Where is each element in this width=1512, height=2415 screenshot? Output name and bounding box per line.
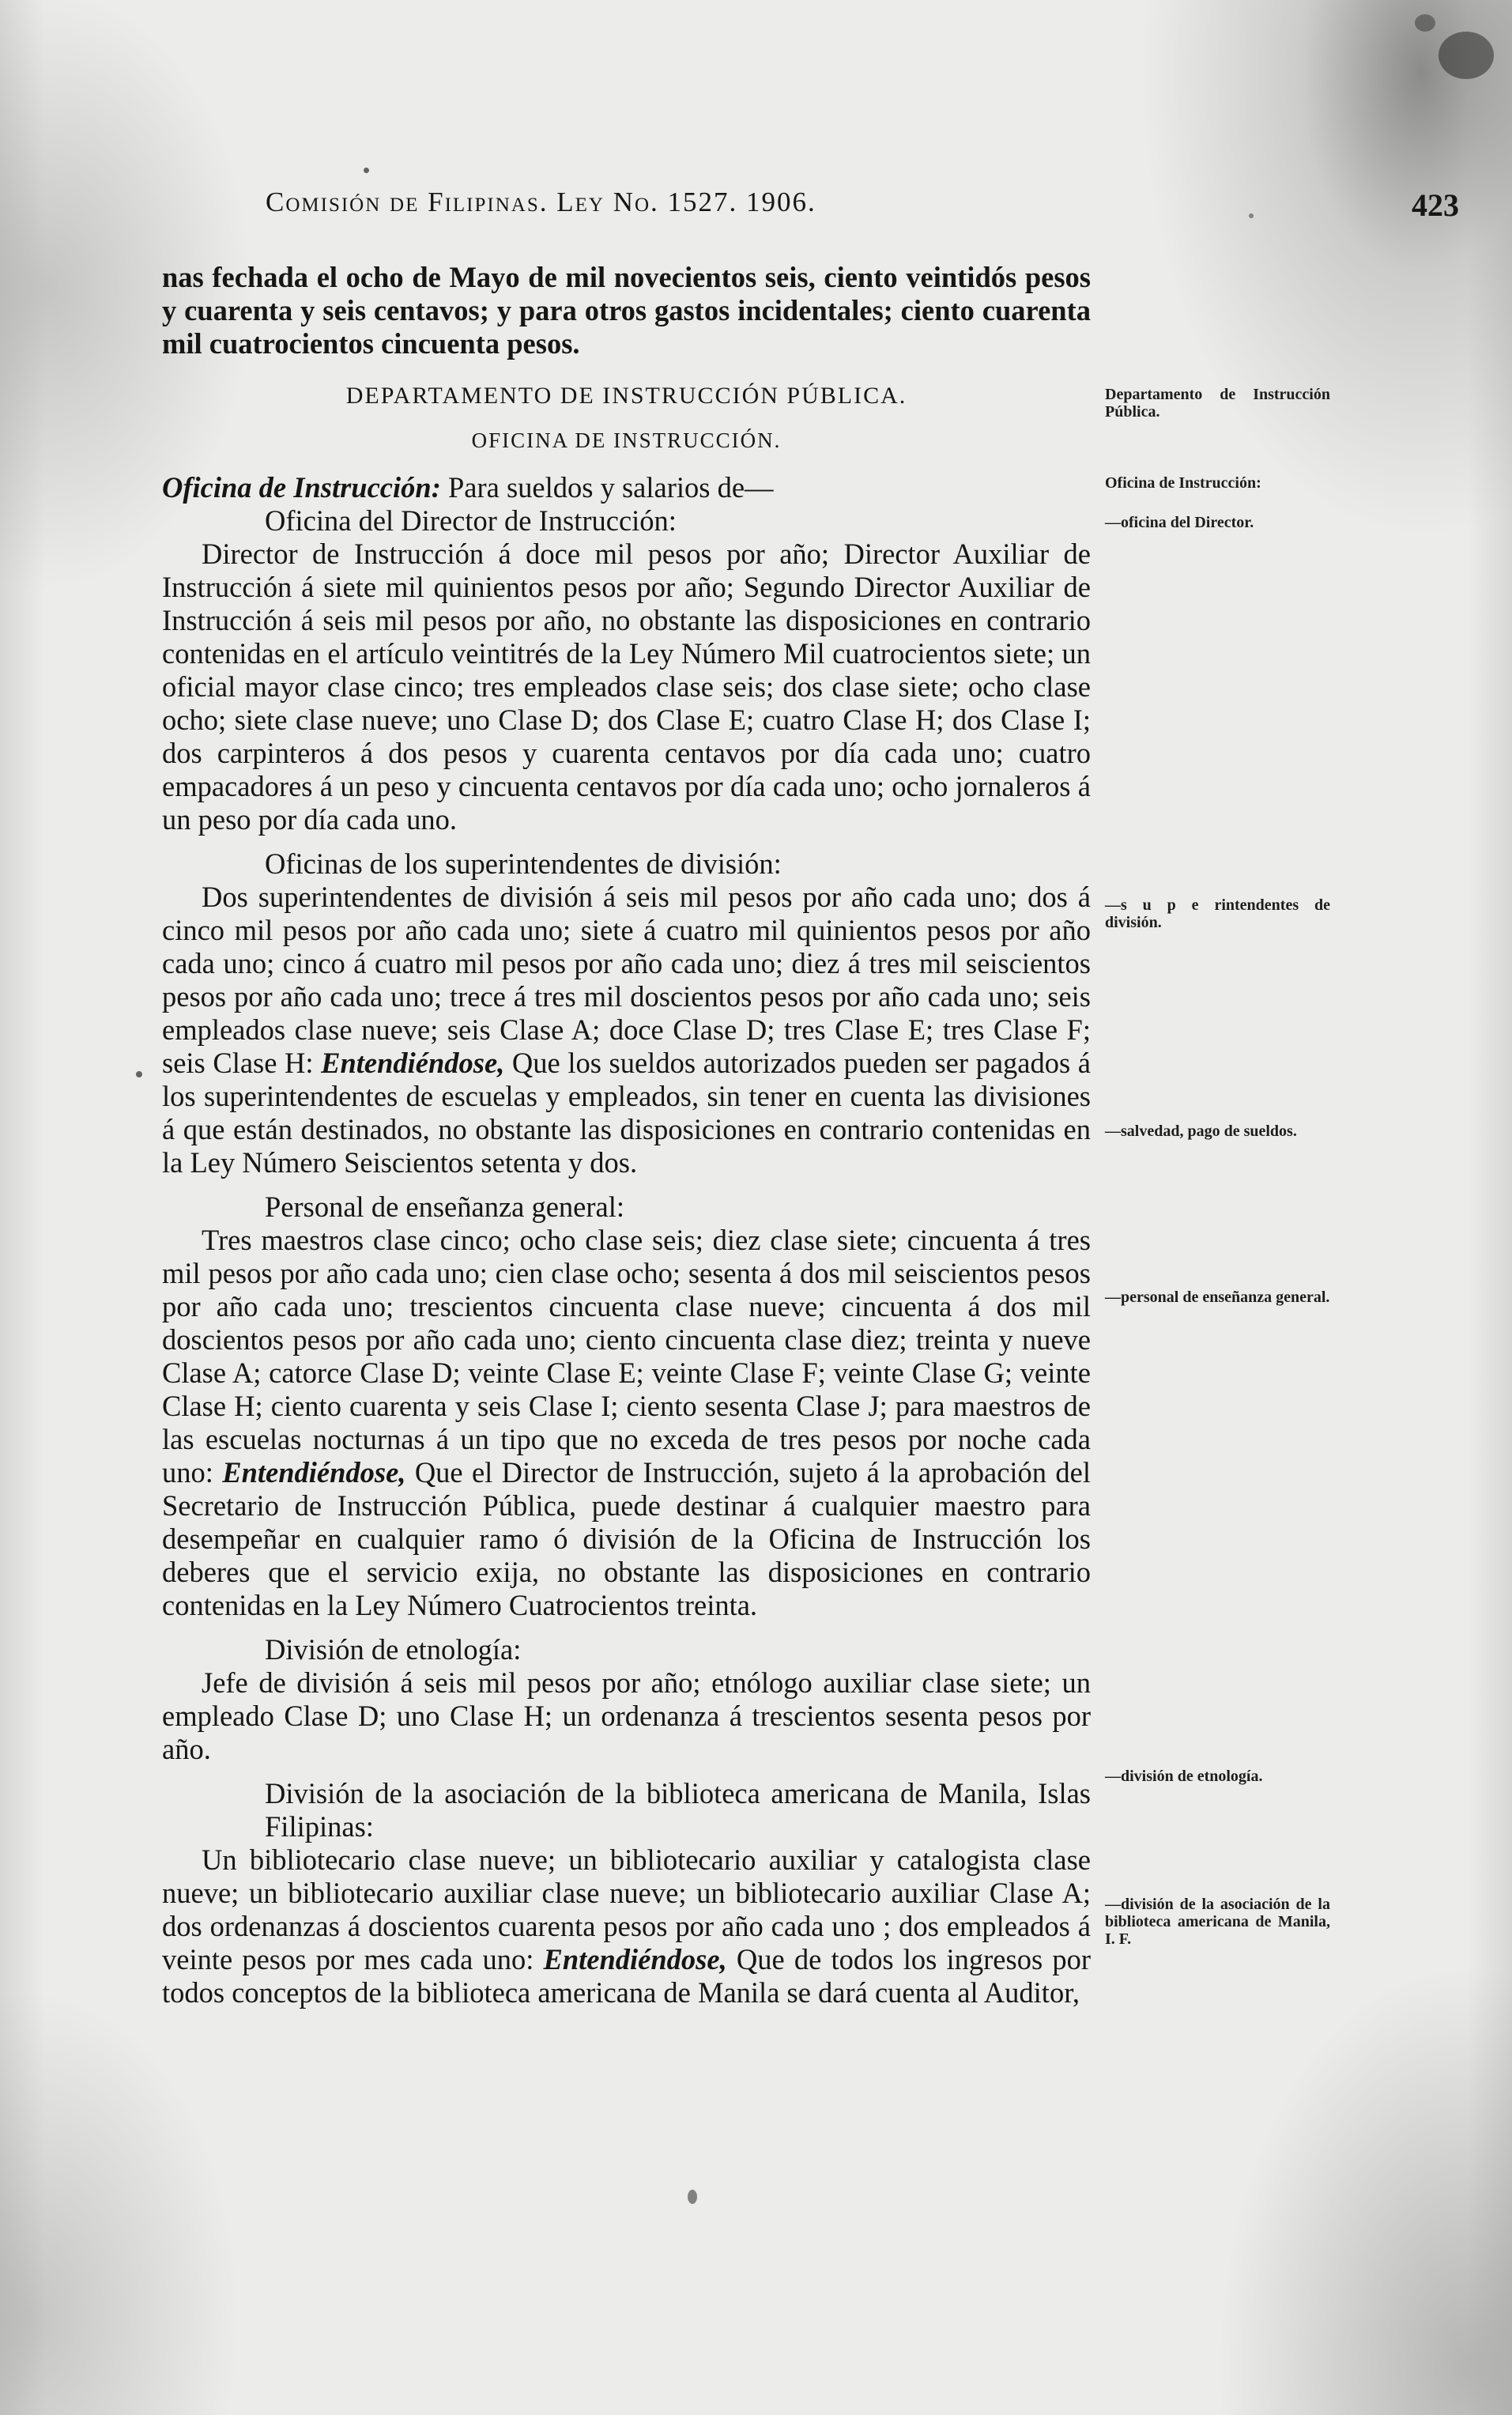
- margin-note-superintendents: —s u p e rintendentes de división.: [1105, 896, 1330, 931]
- library-text-a: Un bibliotecario clase nueve; un bibliotecario auxiliar y catalogista clase nueve; un bibliotecario auxiliar clase nueve; un bibliotecario auxiliar Clase A; dos ordenanzas á doscientos cuarenta pesos por año cada uno ; dos empleados á veinte pesos por mes cada uno:: [162, 1843, 1091, 1975]
- superintendents-subheading: Oficinas de los superintendentes de división:: [265, 847, 782, 880]
- running-head: Comisión de Filipinas. Ley No. 1527. 1906.: [266, 187, 816, 217]
- superintendents-text-a: Dos superintendentes de división á seis mil pesos por año cada uno; dos á cinco mil pesos por año cada uno; siete á cuatro mil quinientos pesos por año cada uno; cinco á cuatro mil pesos por año cada uno; diez á tres mil seiscientos pesos por año cada uno; trece á tres mil doscientos pesos por año cada uno; seis empleados clase nueve; seis Clase A; doce Clase D; tres Clase E; tres Clase F; seis Clase H:: [162, 881, 1091, 1079]
- library-text-b: Que de todos los ingresos por todos conceptos de la biblioteca americana de Manila se dará cuenta al Auditor,: [162, 1943, 1091, 2009]
- office-lead: [162, 471, 1091, 504]
- margin-note-teaching: —personal de enseñanza general.: [1105, 1289, 1330, 1306]
- ink-speck: [364, 168, 369, 173]
- teaching-text-b: Que el Director de Instrucción, sujeto á la aprobación del Secretario de Instrucción Pública, puede destinar á cualquier maestro para desempeñar en cualquier ramo ó división de la Oficina de Instrucción los deberes que el servicio exija, no obstante las disposiciones en contrario contenidas en la Ley Número Cuatrocientos treinta.: [162, 1456, 1091, 1621]
- department-heading: DEPARTAMENTO DE INSTRUCCIÓN PÚBLICA.: [345, 383, 907, 409]
- office-lead-rest: Para sueldos y salarios de—: [440, 471, 774, 504]
- ink-speck: [136, 1071, 142, 1077]
- margin-note-salaries: —salvedad, pago de sueldos.: [1105, 1123, 1297, 1140]
- ethnology-paragraph: Jefe de división á seis mil pesos por año; etnólogo auxiliar clase siete; un empleado Clase D; uno Clase H; un ordenanza á trescientos sesenta pesos por año.: [162, 1666, 1091, 1765]
- library-proviso: Entendiéndose,: [543, 1943, 727, 1975]
- teaching-text-a: Tres maestros clase cinco; ocho clase seis; diez clase siete; cincuenta á tres mil pesos por año cada uno; cien clase ocho; sesenta á dos mil seiscientos pesos por año cada uno; trescientos cincuenta clase nueve; cincuenta á dos mil doscientos pesos por año cada uno; ciento cincuenta clase diez; treinta y nueve Clase A; catorce Clase D; veinte Clase E; veinte Clase F; veinte Clase G; veinte Clase H; ciento cuarenta y seis Clase I; ciento sesenta Clase J; para maestros de las escuelas nocturnas á un tipo que no exceda de tres pesos por noche cada uno:: [162, 1224, 1091, 1489]
- ethnology-subheading: División de etnología:: [265, 1633, 522, 1666]
- margin-note-ethnology: —división de etnología.: [1105, 1768, 1263, 1785]
- margin-note-office: Oficina de Instrucción:: [1105, 474, 1261, 492]
- page-header: [266, 187, 1459, 234]
- director-subheading: Oficina del Director de Instrucción:: [265, 504, 677, 537]
- margin-note-library: —división de la asociación de la biblioteca americana de Manila, I. F.: [1105, 1896, 1330, 1948]
- teaching-subheading: Personal de enseñanza general:: [265, 1191, 625, 1223]
- teaching-proviso: Entendiéndose,: [222, 1456, 406, 1489]
- superintendents-proviso: Entendiéndose,: [321, 1047, 505, 1079]
- ink-blot: [1438, 32, 1494, 79]
- superintendents-paragraph: [162, 881, 1091, 1179]
- director-paragraph: Director de Instrucción á doce mil pesos por año; Director Auxiliar de Instrucción á siete mil quinientos pesos por año; Segundo Director Auxiliar de Instrucción á seis mil pesos por año, no obstante las disposiciones en contrario contenidas en el artículo veintitrés de la Ley Número Mil cuatrocientos siete; un oficial mayor clase cinco; tres empleados clase seis; dos clase siete; ocho clase ocho; siete clase nueve; uno Clase D; dos Clase E; cuatro Clase H; dos Clase I; dos carpinteros á dos pesos y cuarenta centavos por día cada uno; cuatro empacadores á un peso y cincuenta centavos por día cada uno; ocho jornaleros á un peso por día cada uno.: [162, 538, 1091, 836]
- ink-speck: [1249, 213, 1254, 218]
- ink-blot: [1415, 14, 1435, 32]
- body-text: [162, 261, 1091, 2009]
- margin-note-department: Departamento de Instrucción Pública.: [1105, 386, 1330, 421]
- library-subheading: División de la asociación de la biblioteca americana de Manila, Islas Filipinas:: [265, 1777, 1091, 1843]
- office-lead-italic: Oficina de Instrucción:: [162, 471, 441, 504]
- page-number: 423: [1412, 187, 1459, 223]
- ink-speck: [688, 2190, 697, 2204]
- superintendents-text-b: Que los sueldos autorizados pueden ser pagados á los superintendentes de escuelas y empleados, sin tener en cuenta las divisiones á que están destinados, no obstante las disposiciones en contrario contenidas en la Ley Número Seiscientos setenta y dos.: [162, 1047, 1091, 1179]
- teaching-paragraph: [162, 1224, 1091, 1622]
- office-heading: OFICINA DE INSTRUCCIÓN.: [471, 428, 782, 452]
- library-paragraph: [162, 1843, 1091, 2009]
- intro-paragraph: nas fechada el ocho de Mayo de mil novecientos seis, ciento veintidós pesos y cuarenta y seis centavos; y para otros gastos incidentales; ciento cuarenta mil cuatrocientos cincuenta pesos.: [162, 261, 1091, 360]
- margin-note-director: —oficina del Director.: [1105, 514, 1254, 531]
